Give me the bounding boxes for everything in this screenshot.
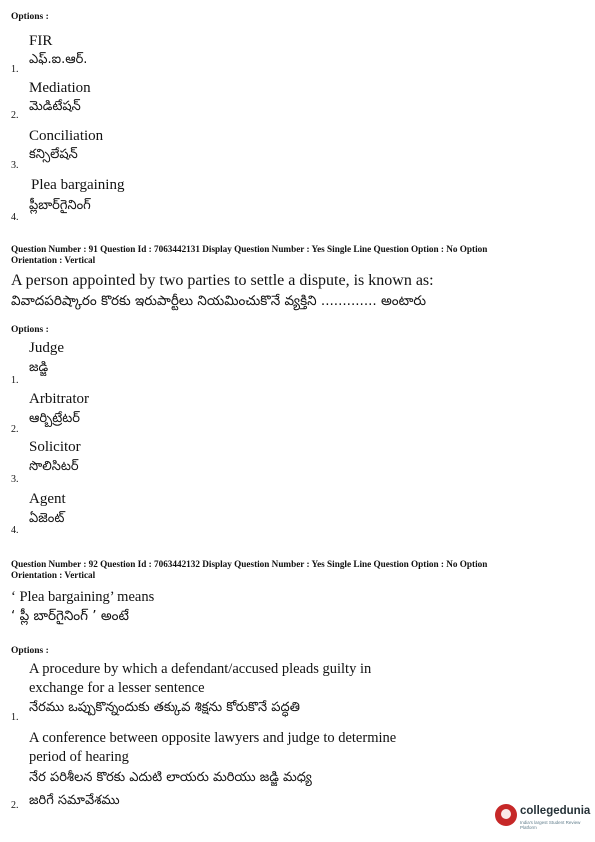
logo-name: collegedunia bbox=[520, 805, 591, 817]
q92-option-2-telugu-line2: జరిగే సమావేశము bbox=[29, 793, 120, 808]
question-91-text-english: A person appointed by two parties to settle a dispute, is known as: bbox=[11, 272, 434, 289]
option-4-english: Plea bargaining bbox=[31, 177, 125, 193]
q91-option-1-number: 1. bbox=[11, 375, 19, 386]
q91-option-4-telugu: ఏజెంట్ bbox=[29, 511, 65, 526]
question-92-text-telugu: ‘ ప్లీ బార్‌గైనింగ్ ’ అంటే bbox=[11, 608, 129, 624]
question-92-meta-line1: Question Number : 92 Question Id : 7063442132 Display Question Number : Yes Single Line Question Option : No Option bbox=[11, 559, 488, 569]
q92-option-2-english-line2: period of hearing bbox=[29, 749, 129, 765]
option-3-telugu: కన్సిలేషన్ bbox=[29, 147, 78, 162]
question-92-meta-line2: Orientation : Vertical bbox=[11, 570, 96, 580]
q92-option-1-english-line1: A procedure by which a defendant/accused pleads guilty in bbox=[29, 661, 372, 677]
q91-option-2-english: Arbitrator bbox=[29, 391, 89, 407]
q91-option-4-number: 4. bbox=[11, 525, 19, 536]
q91-option-3-number: 3. bbox=[11, 474, 19, 485]
q92-option-1-number: 1. bbox=[11, 712, 19, 723]
option-2-number: 2. bbox=[11, 110, 19, 121]
q91-option-4-english: Agent bbox=[29, 491, 66, 507]
logo-mascot-icon bbox=[495, 804, 517, 826]
q91-option-3-telugu: సొలిసిటర్ bbox=[29, 459, 79, 474]
question-92-options-label: Options : bbox=[11, 646, 49, 656]
option-2-telugu: మెడిటేషన్ bbox=[29, 99, 81, 114]
option-1-telugu: ఎఫ్.ఐ.ఆర్. bbox=[29, 52, 88, 67]
q91-option-2-number: 2. bbox=[11, 424, 19, 435]
q92-option-2-telugu-line1: నేర పరిశీలన కొరకు ఎదుటి లాయరు మరియు జడ్జి మధ్య bbox=[29, 770, 312, 785]
option-1-number: 1. bbox=[11, 64, 19, 75]
options-label: Options : bbox=[11, 12, 49, 22]
logo-tagline: India's largest Student Review Platform bbox=[520, 820, 581, 830]
q92-option-2-english-line1: A conference between opposite lawyers and judge to determine bbox=[29, 730, 397, 746]
q91-option-1-english: Judge bbox=[29, 340, 64, 356]
option-3-number: 3. bbox=[11, 160, 19, 171]
q92-option-2-number: 2. bbox=[11, 800, 19, 811]
question-91-text-telugu: వివాదపరిష్కారం కొరకు ఇరుపార్టీలు నియమించుకొనే వ్యక్తిని ............. అంటారు bbox=[11, 293, 427, 309]
q91-option-2-telugu: ఆర్బిట్రేటర్ bbox=[29, 411, 80, 426]
question-92-text-english: ‘ Plea bargaining’ means bbox=[11, 589, 155, 605]
collegedunia-logo bbox=[495, 802, 591, 836]
question-91-options-label: Options : bbox=[11, 325, 49, 335]
option-2-english: Mediation bbox=[29, 80, 91, 96]
question-91-meta-line1: Question Number : 91 Question Id : 7063442131 Display Question Number : Yes Single Line Question Option : No Option bbox=[11, 244, 488, 254]
q92-option-1-english-line2: exchange for a lesser sentence bbox=[29, 680, 205, 696]
question-91-meta-line2: Orientation : Vertical bbox=[11, 255, 96, 265]
option-4-number: 4. bbox=[11, 212, 19, 223]
q91-option-3-english: Solicitor bbox=[29, 439, 81, 455]
option-1-english: FIR bbox=[29, 33, 53, 49]
option-3-english: Conciliation bbox=[29, 128, 104, 144]
q92-option-1-telugu: నేరము ఒప్పుకొన్నందుకు తక్కువ శిక్షను కోరుకొనే పద్ధతి bbox=[29, 700, 300, 715]
q91-option-1-telugu: జడ్జి bbox=[29, 360, 49, 375]
option-4-telugu: ప్లీబార్‌గైనింగ్ bbox=[29, 198, 91, 213]
